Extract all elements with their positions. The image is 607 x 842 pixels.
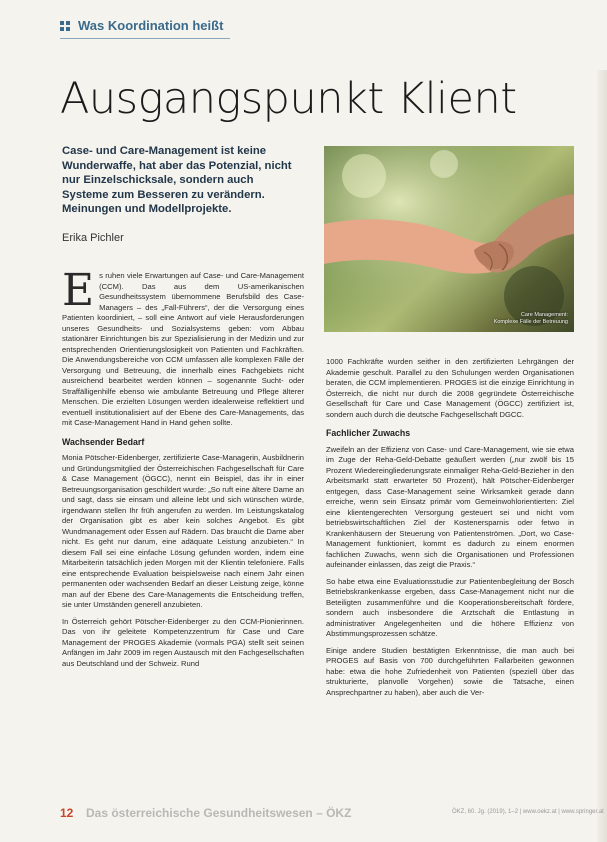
paragraph: Einige andere Studien bestätigten Erkenntnisse, die man auch bei PROGES auf Basis von 700 durchgeführten Fallarbeiten gewonnen habe: etwa die hohe Zufriedenheit von Patienten (speziell über das strukturierte, planvolle Vorgehen) sowie die Tatsache, einen Ansprechpartner zu haben), aber auch die Ver- <box>326 645 574 697</box>
photo-caption-line2: Komplexe Fälle der Betreuung <box>493 319 568 325</box>
dropcap: E <box>62 265 95 316</box>
subheading: Wachsender Bedarf <box>62 436 145 447</box>
body-column-1 <box>62 265 304 675</box>
body-column-2 <box>326 357 574 704</box>
article-author: Erika Pichler <box>62 232 124 244</box>
paragraph: Zweifeln an der Effizienz von Case- und Care-Management, wie sie etwa im Zuge der Reha-Geld-Debatte geäußert werden („nur zwölf bis 15 Prozent Wiedereingliederungsrate einmaliger Reha-Geld-Bezieher in den Arbeitsmarkt statt erwarteter 50 Prozent), hält Pötscher-Eidenberger entgegen, dass Case-Management seine Wirksamkeit gerade dann erreiche, wenn sein Einsatz primär vom Gemeinwohlorientierten: Ziel eine klientengerechten Versorgung gesteuert sei und nicht vom betriebswirtschaftlichen Ziel der Kostenersparnis oder fetwo in Krankenhäusern der Steuerung von Patientenströmen. „Dort, wo Case-Management funktioniert, kommt es dadurch zu einem enormen fachlichen Zuwachs, wenn sich die Organisationen und Professionen aufeinander einlassen, das zeigt die Praxis.“ <box>326 444 574 569</box>
photo-caption-line1: Care Management: <box>520 312 568 318</box>
section-kicker <box>60 18 223 33</box>
article-photo-hands <box>324 146 574 332</box>
publication-title: Das österreichische Gesundheitswesen – ÖKZ <box>86 806 352 820</box>
paragraph: So habe etwa eine Evaluationsstudie zur Patientenbegleitung der Bosch Betriebskrankenkasse ergeben, dass Case-Management nicht nur die Beteiligten zusammenführe und die Kooperationsbereitschaft fördere, sondern auch insbesondere die Arztschaft die Entlastung in administrativer Angelegenheiten und die höhere Effizienz von Abstimmungsprozessen schätze. <box>326 576 574 638</box>
article-lead: Case- und Care-Management ist keine Wunderwaffe, hat aber das Potenzial, nicht nur Einzelschicksale, sondern auch Systeme zum Besseren zu verändern. Meinungen und Modellprojekte. <box>62 145 292 215</box>
issue-info: ÖKZ, 60. Jg. (2019), 1–2 | www.oekz.at | www.springer.at <box>452 809 604 815</box>
subheading: Fachlicher Zuwachs <box>326 428 411 438</box>
page-edge <box>597 70 607 842</box>
article-title: Ausgangspunkt Klient <box>60 74 517 124</box>
grid-dots-icon <box>60 21 70 31</box>
kicker-label: Was Koordination heißt <box>78 18 224 33</box>
paragraph: Monia Pötscher-Eidenberger, zertifizierte Case-Managerin, Ausbildnerin und Gründungsmitglied der Österreichischen Fachgesellschaft für Care & Case Management (ÖGCC), nennt ein Beispiel, das ihr in einer Betreuungsorganisation geschildert wurde: „So ruft eine ältere Dame an und sagt, dass sie einsam und alleine lebt und sich wünschen würde, irgendwann stellen Ihr früh angerufen zu werden. Im Leistungskatalog der Organisation gibt es aber kein solches Angebot. Es gibt Wundmanagement oder Essen auf Rädern. Das braucht die Dame aber nicht. Es geht nur darum, eine adäquate Leistung anzubieten.“ In diesem Fall sei eine einfache Lösung gefunden worden, indem eine Mitarbeiterin tatsächlich jeden Morgen mit der Klientin telefoniere. Falls eine entsprechende Evaluation beispielsweise nach einem Jahr einen permanenten oder wachsenden Bedarf an dieser Leistung zeige, könne man auf der Ebene des Care-Managements die Entscheidung treffen, sie unter Umständen generell anzubieten. <box>62 453 304 609</box>
photo-caption <box>494 312 568 326</box>
paragraph: In Österreich gehört Pötscher-Eidenberger zu den CCM-Pionierinnen. Das von ihr geleitete Kompetenzzentrum für Case und Care Management der PROGES Akademie (vormals PGA) stellt seit seinen Anfängen im Jahr 2009 im regen Austausch mit den Fachgesellschaften aus Deutschland und der Schweiz. Rund <box>62 616 304 668</box>
paragraph: 1000 Fachkräfte wurden seither in den zertifizierten Lehrgängen der Akademie geschult. Parallel zu den Schulungen werden Organisationen beraten, die CCM implementieren. PROGES ist die einzige Einrichtung in Österreich, die nicht nur durch die 2008 gegründete Österreichische Gesellschaft für Care und Case Management (ÖGCC) zertifiziert ist, sondern auch durch die deutsche Fachgesellschaft DGCC. <box>326 357 574 419</box>
page-number: 12 <box>60 806 74 820</box>
paragraph <box>62 265 304 429</box>
paragraph-text: s ruhen viele Erwartungen auf Case- und Care-Management (CCM). Das aus dem US-amerikanischen Gesundheitssystem übernommene Berufsbild des Case-Managers – des „Fall-Führers“, der die Versorgung eines Patienten koordiniert, – soll eine Antwort auf viele Herausforderungen unseres Gesundheits- und Sozialsystems geben: vom Abbau stationärer Einrichtungen bis zur Spezialisierung in der Medizin und zur entsprechenden Orientierungslosigkeit von Patienten und Fachkräften. Die Anwendungsbereiche von CCM umfassen alle komplexen Fälle der Versorgung und Betreuung, die innerhalb eines Fachgebiets nicht ausreichend bearbeitet werden können – sogenannte Sucht- oder Straffälligenhilfe ebenso wie ambulante Betreuung und Pflege älterer Menschen. Die erzielten Lösungen werden idealerweise reflektiert und eventuell institutionalisiert auf der Ebene des Care-Managements, das mit Case-Management Hand in Hand gehen sollte. <box>62 271 304 427</box>
kicker-rule <box>60 38 230 39</box>
